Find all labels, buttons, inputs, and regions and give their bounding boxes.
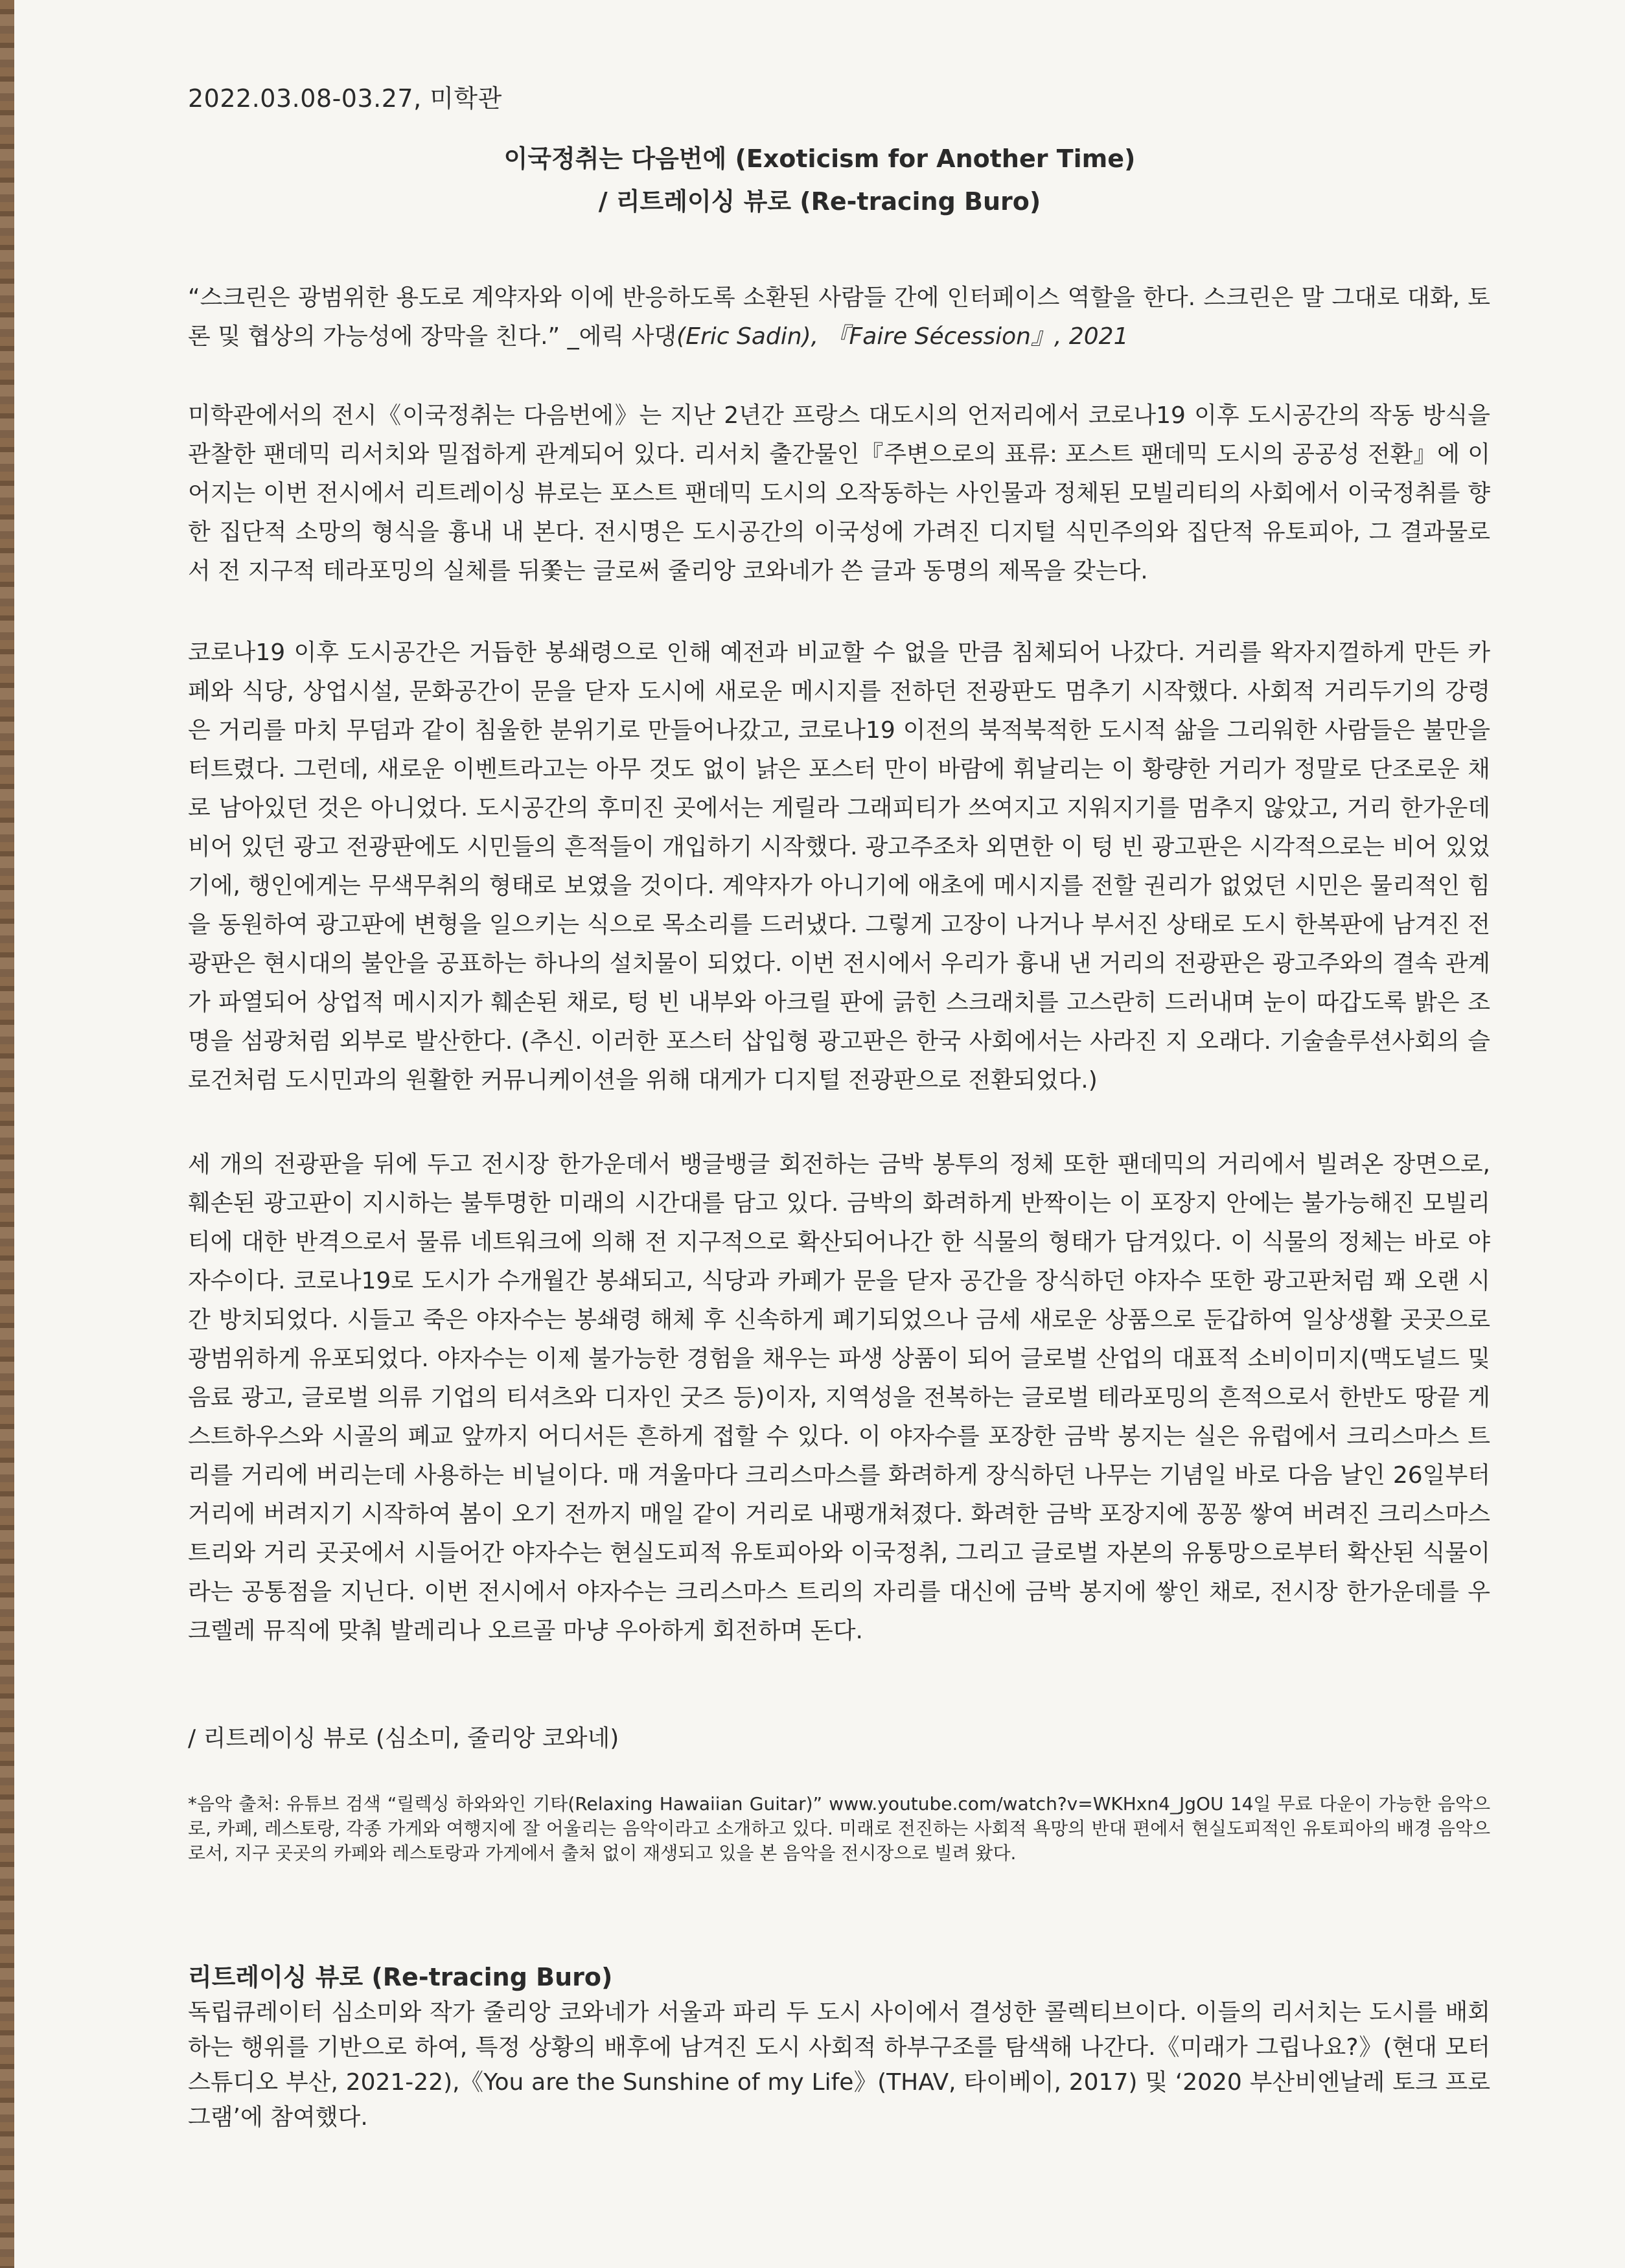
bio-title: 리트레이싱 뷰로 (Re-tracing Buro) xyxy=(188,1963,613,1991)
date-venue: 2022.03.08-03.27, 미학관 xyxy=(188,84,502,113)
paragraph-1: 미학관에서의 전시《이국정취는 다음번에》는 지난 2년간 프랑스 대도시의 언저리에서 코로나19 이후 도시공간의 작동 방식을 관찰한 팬데믹 리서치와 밀접하게 관계되어 있다. 리서치 출간물인『주변으로의 표류: 포스트 팬데믹 도시의 공공성 전환』에 이어지는 이번 전시에서 리트레이싱 뷰로는 포스트 팬데믹 도시의 오작동하는 사인물과 정체된 모빌리티의 사회에서 이국정취를 향한 집단적 소망의 형식을 흉내 내 본다. 전시명은 도시공간의 이국성에 가려진 디지털 식민주의와 집단적 유토피아, 그 결과물로서 전 지구적 테라포밍의 실체를 뒤쫓는 글로써 줄리앙 코와네가 쓴 글과 동명의 제목을 갖는다. xyxy=(188,402,1490,584)
signature: / 리트레이싱 뷰로 (심소미, 줄리앙 코와네) xyxy=(188,1725,619,1752)
paragraph-3: 세 개의 전광판을 뒤에 두고 전시장 한가운데서 뱅글뱅글 회전하는 금박 봉투의 정체 또한 팬데믹의 거리에서 빌려온 장면으로, 훼손된 광고판이 지시하는 불투명한 미래의 시간대를 담고 있다. 금박의 화려하게 반짝이는 이 포장지 안에는 불가능해진 모빌리티에 대한 반격으로서 물류 네트워크에 의해 전 지구적으로 확산되어나간 한 식물의 형태가 담겨있다. 이 식물의 정체는 바로 야자수이다. 코로나19로 도시가 수개월간 봉쇄되고, 식당과 카페가 문을 닫자 공간을 장식하던 야자수 또한 광고판처럼 꽤 오랜 시간 방치되었다. 시들고 죽은 야자수는 봉쇄령 해체 후 신속하게 폐기되었으나 금세 새로운 상품으로 둔갑하여 일상생활 곳곳으로 광범위하게 유포되었다. 야자수는 이제 불가능한 경험을 채우는 파생 상품이 되어 글로벌 산업의 대표적 소비이미지(맥도널드 및 음료 광고, 글로벌 의류 기업의 티셔츠와 디자인 굿즈 등)이자, 지역성을 전복하는 글로벌 테라포밍의 흔적으로서 한반도 땅끝 게스트하우스와 시골의 폐교 앞까지 어디서든 흔하게 접할 수 있다. 이 야자수를 포장한 금박 봉지는 실은 유럽에서 크리스마스 트리를 거리에 버리는데 사용하는 비닐이다. 매 겨울마다 크리스마스를 화려하게 장식하던 나무는 기념일 바로 다음 날인 26일부터 거리에 버려지기 시작하여 봄이 오기 전까지 매일 같이 거리로 내팽개쳐졌다. 화려한 금박 포장지에 꽁꽁 쌓여 버려진 크리스마스 트리와 거리 곳곳에서 시들어간 야자수는 현실도피적 유토피아와 이국정취, 그리고 글로벌 자본의 유통망으로부터 확산된 식물이라는 공통점을 지닌다. 이번 전시에서 야자수는 크리스마스 트리의 자리를 대신에 금박 봉지에 쌓인 채로, 전시장 한가운데를 우크렐레 뮤직에 맞춰 발레리나 오르골 마냥 우아하게 회전하며 돈다. xyxy=(188,1151,1490,1644)
music-footnote: *음악 출처: 유튜브 검색 “릴렉싱 하와와인 기타(Relaxing Hawaiian Guitar)” www.youtube.com/watch?v=WKHxn4_JgOU 14일 무료 다운이 가능한 음악으로, 카페, 레스토랑, 각종 가게와 여행지에 잘 어울리는 음악이라고 소개하고 있다. 미래로 전진하는 사회적 욕망의 반대 편에서 현실도피적인 유토피아의 배경 음악으로서, 지구 곳곳의 카페와 레스토랑과 가게에서 출처 없이 재생되고 있을 본 음악을 전시장으로 빌려 왔다. xyxy=(188,1793,1490,1864)
paragraph-2: 코로나19 이후 도시공간은 거듭한 봉쇄령으로 인해 예전과 비교할 수 없을 만큼 침체되어 나갔다. 거리를 왁자지껄하게 만든 카페와 식당, 상업시설, 문화공간이 문을 닫자 도시에 새로운 메시지를 전하던 전광판도 멈추기 시작했다. 사회적 거리두기의 강령은 거리를 마치 무덤과 같이 침울한 분위기로 만들어나갔고, 코로나19 이전의 북적북적한 도시적 삶을 그리워한 사람들은 불만을 터트렸다. 그런데, 새로운 이벤트라고는 아무 것도 없이 낡은 포스터 만이 바람에 휘날리는 이 황량한 거리가 정말로 단조로운 채로 남아있던 것은 아니었다. 도시공간의 후미진 곳에서는 게릴라 그래피티가 쓰여지고 지워지기를 멈추지 않았고, 거리 한가운데 비어 있던 광고 전광판에도 시민들의 흔적들이 개입하기 시작했다. 광고주조차 외면한 이 텅 빈 광고판은 시각적으로는 비어 있었기에, 행인에게는 무색무취의 형태로 보였을 것이다. 계약자가 아니기에 애초에 메시지를 전할 권리가 없었던 시민은 물리적인 힘을 동원하여 광고판에 변형을 일으키는 식으로 목소리를 드러냈다. 그렇게 고장이 나거나 부서진 상태로 도시 한복판에 남겨진 전광판은 현시대의 불안을 공표하는 하나의 설치물이 되었다. 이번 전시에서 우리가 흉내 낸 거리의 전광판은 광고주와의 결속 관계가 파열되어 상업적 메시지가 훼손된 채로, 텅 빈 내부와 아크릴 판에 긁힌 스크래치를 고스란히 드러내며 눈이 따갑도록 밝은 조명을 섬광처럼 외부로 발산한다. (추신. 이러한 포스터 삽입형 광고판은 한국 사회에서는 사라진 지 오래다. 기술솔루션사회의 슬로건처럼 도시민과의 원활한 커뮤니케이션을 위해 대게가 디지털 전광판으로 전환되었다.) xyxy=(188,639,1490,1094)
document-page xyxy=(14,0,1625,2268)
bio-text: 독립큐레이터 심소미와 작가 줄리앙 코와네가 서울과 파리 두 도시 사이에서 결성한 콜렉티브이다. 이들의 리서치는 도시를 배회하는 행위를 기반으로 하여, 특정 상황의 배후에 남겨진 도시 사회적 하부구조를 탐색해 나간다.《미래가 그립나요?》(현대 모터스튜디오 부산, 2021-22),《You are the Sunshine of my Life》(THAV, 타이베이, 2017) 및 ‘2020 부산비엔날레 토크 프로그램’에 참여했다. xyxy=(188,1999,1490,2131)
title-line-2: / 리트레이싱 뷰로 (Re-tracing Buro) xyxy=(598,187,1041,216)
epigraph-quote xyxy=(188,279,1490,356)
title-line-1: 이국정취는 다음번에 (Exoticism for Another Time) xyxy=(503,144,1136,173)
quote-text: “스크린은 광범위한 용도로 계약자와 이에 반응하도록 소환된 사람들 간에 인터페이스 역할을 한다. 스크린은 말 그대로 대화, 토론 및 협상의 가능성에 장막을 친다.” _에릭 사댕 xyxy=(188,284,1490,350)
quote-attribution: (Eric Sadin), 『Faire Sécession』, 2021 xyxy=(676,323,1129,350)
